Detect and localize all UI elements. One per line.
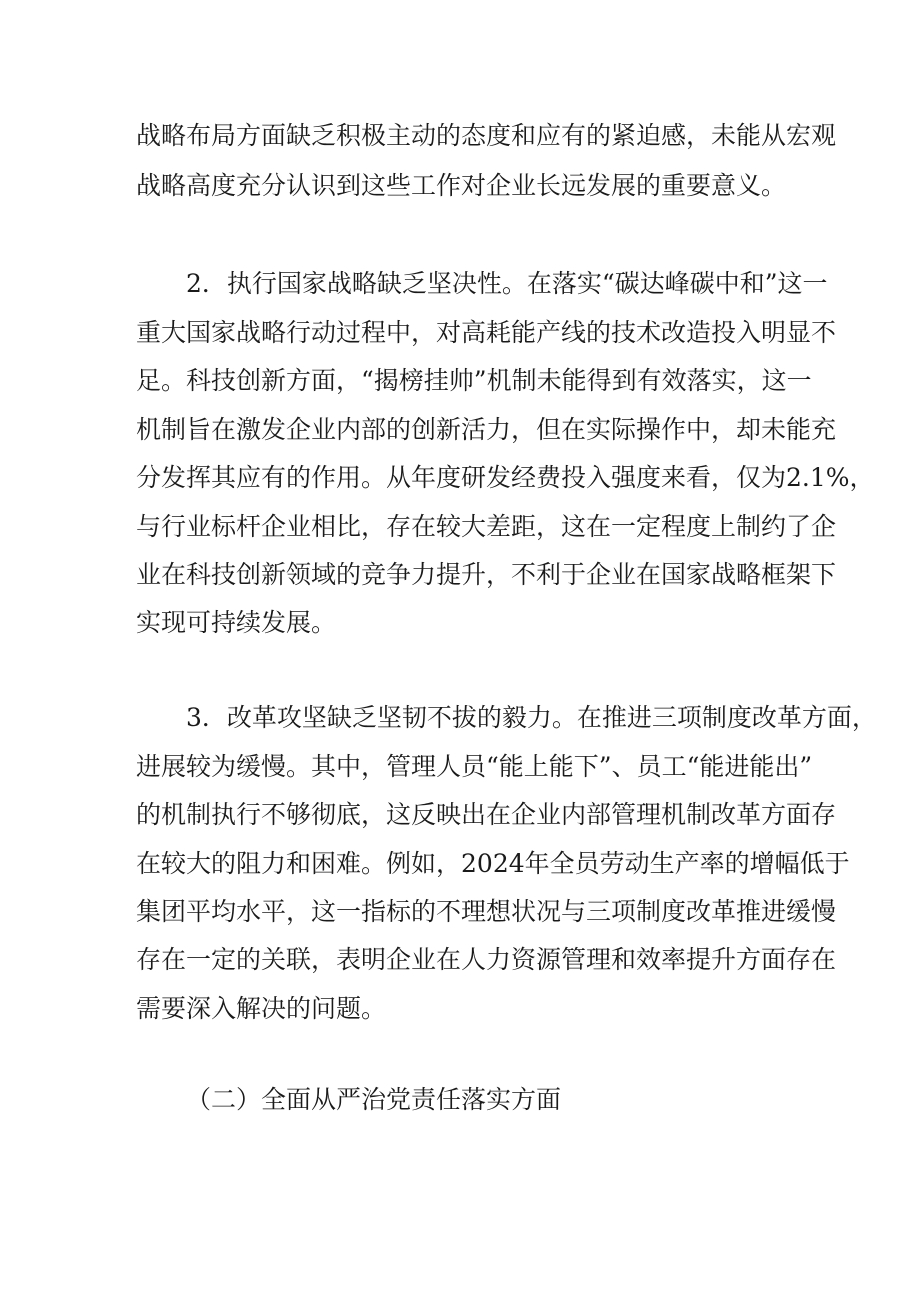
text-line: 3．改革攻坚缺乏坚韧不拔的毅力。在推进三项制度改革方面，: [186, 703, 877, 732]
text-line: 战略高度充分认识到这些工作对企业长远发展的重要意义。: [136, 171, 787, 200]
text-line: 重大国家战略行动过程中，对高耗能产线的技术改造投入明显不: [136, 318, 837, 347]
text-line: 与行业标杆企业相比，存在较大差距，这在一定程度上制约了企: [136, 512, 837, 541]
text-line: 进展较为缓慢。其中，管理人员“能上能下”、员工“能进能出”: [136, 752, 813, 781]
text-line: 需要深入解决的问题。: [136, 994, 387, 1023]
text-line: 足。科技创新方面，“揭榜挂帅”机制未能得到有效落实，这一: [136, 366, 812, 395]
text-line: 2．执行国家战略缺乏坚决性。在落实“碳达峰碳中和”这一: [186, 269, 828, 298]
section-heading: （二）全面从严治党责任落实方面: [186, 1085, 562, 1114]
text-line: 业在科技创新领域的竞争力提升，不利于企业在国家战略框架下: [136, 560, 837, 589]
text-line: 实现可持续发展。: [136, 608, 337, 637]
text-line: 存在一定的关联，表明企业在人力资源管理和效率提升方面存在: [136, 945, 837, 974]
text-line: 战略布局方面缺乏积极主动的态度和应有的紧迫感，未能从宏观: [136, 121, 837, 150]
text-line: 机制旨在激发企业内部的创新活力，但在实际操作中，却未能充: [136, 415, 837, 444]
text-line: 分发挥其应有的作用。从年度研发经费投入强度来看，仅为2.1%，: [136, 463, 875, 492]
text-line: 的机制执行不够彻底，这反映出在企业内部管理机制改革方面存: [136, 800, 837, 829]
text-line: 在较大的阻力和困难。例如，2024年全员劳动生产率的增幅低于: [136, 849, 850, 878]
text-line: 集团平均水平，这一指标的不理想状况与三项制度改革推进缓慢: [136, 897, 837, 926]
